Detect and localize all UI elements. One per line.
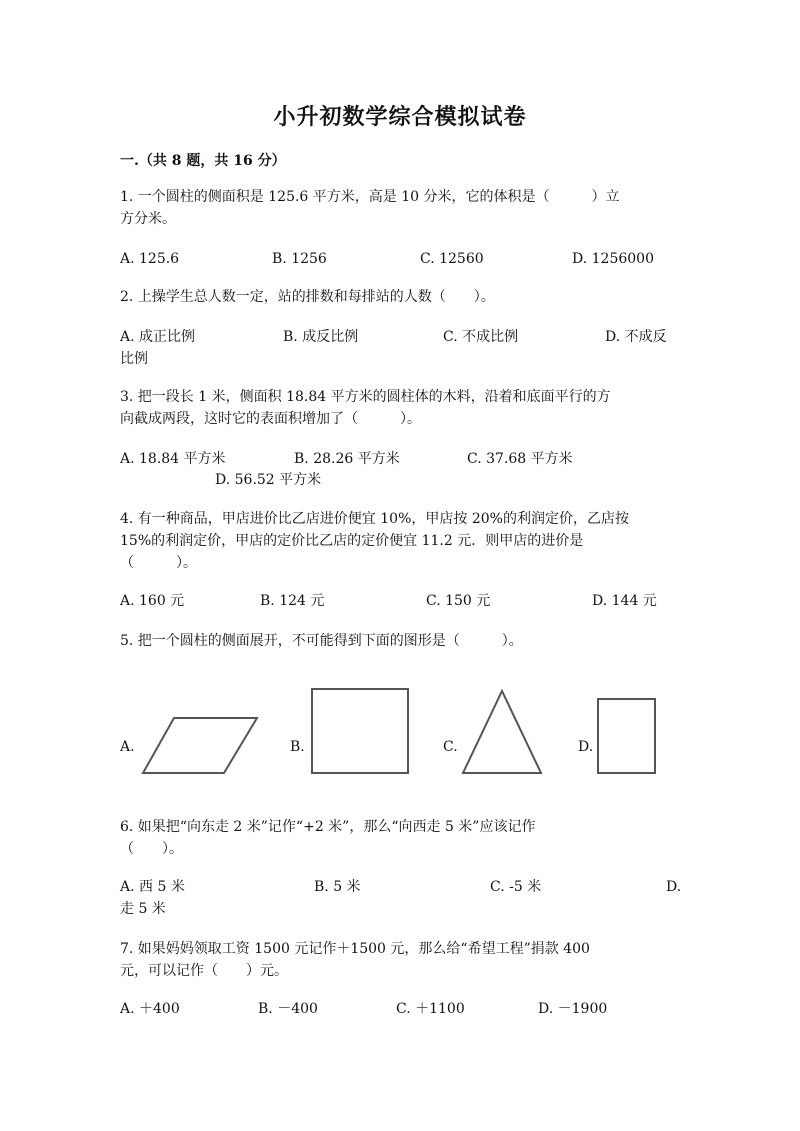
question-4-text: 4. 有一种商品，甲店进价比乙店进价便宜 10%，甲店按 20%的利润定价，乙店按: [120, 511, 629, 527]
question-5-text: 5. 把一个圆柱的侧面展开，不可能得到下面的图形是（ ）。: [120, 633, 523, 649]
question-7-text-cont: 元，可以记作（ ）元。: [120, 963, 288, 979]
page-title: 小升初数学综合模拟试卷: [273, 104, 527, 130]
question-2-text: 2. 上操学生总人数一定，站的排数和每排站的人数（ ）。: [120, 289, 495, 305]
square-shape: [310, 687, 410, 777]
question-5-shape-label-a: A.: [120, 739, 135, 755]
question-2-option-d-wrap: 比例: [120, 351, 148, 367]
question-4-option-b: B. 124 元: [260, 593, 325, 609]
question-1-text: 1. 一个圆柱的侧面积是 125.6 平方米，高是 10 分米，它的体积是（ ）立: [120, 189, 620, 205]
question-7-text: 7. 如果妈妈领取工资 1500 元记作＋1500 元，那么给“希望工程”捐款 400: [120, 941, 590, 957]
question-6-option-d: D.: [666, 879, 682, 895]
question-5-shape-label-d: D.: [578, 739, 594, 755]
question-4-text-cont: 15%的利润定价，甲店的定价比乙店的定价便宜 11.2 元．则甲店的进价是: [120, 533, 584, 549]
question-7-option-d: D. －1900: [538, 1001, 608, 1017]
question-2-option-b: B. 成反比例: [283, 329, 359, 345]
question-6-option-d-wrap: 走 5 米: [120, 901, 166, 917]
question-7-option-c: C. ＋1100: [396, 1001, 465, 1017]
question-1-option-d: D. 1256000: [572, 251, 654, 267]
question-5-shape-label-b: B.: [290, 739, 305, 755]
question-3-text: 3. 把一段长 1 米，侧面积 18.84 平方米的圆柱体的木料，沿着和底面平行的方: [120, 389, 611, 405]
question-6-option-a: A. 西 5 米: [120, 879, 185, 895]
question-2-option-c: C. 不成比例: [443, 329, 519, 345]
question-1-option-c: C. 12560: [420, 251, 484, 267]
question-4-option-a: A. 160 元: [120, 593, 185, 609]
section-heading: 一.（共 8 题，共 16 分）: [120, 153, 286, 169]
question-2-option-a: A. 成正比例: [120, 329, 196, 345]
question-3-option-b: B. 28.26 平方米: [294, 451, 400, 467]
question-3-text-cont: 向截成两段，这时它的表面积增加了（ ）。: [120, 411, 421, 427]
question-4-text-cont-2: （ ）。: [120, 555, 197, 571]
question-3-option-a: A. 18.84 平方米: [120, 451, 226, 467]
question-3-option-d: D. 56.52 平方米: [215, 472, 322, 488]
rectangle-shape: [596, 697, 658, 777]
question-7-option-b: B. －400: [258, 1001, 318, 1017]
question-7-option-a: A. ＋400: [120, 1001, 180, 1017]
question-6-text-cont: （ ）。: [120, 841, 183, 857]
triangle-shape: [460, 688, 544, 776]
question-6-option-b: B. 5 米: [314, 879, 361, 895]
parallelogram-shape: [140, 715, 260, 777]
question-1-option-b: B. 1256: [272, 251, 327, 267]
question-6-text: 6. 如果把“向东走 2 米”记作“+2 米”，那么“向西走 5 米”应该记作: [120, 819, 536, 835]
question-2-option-d: D. 不成反: [605, 329, 667, 345]
question-1-text-cont: 方分米。: [120, 211, 176, 227]
question-6-option-c: C. -5 米: [490, 879, 542, 895]
question-4-option-d: D. 144 元: [592, 593, 657, 609]
question-3-option-c: C. 37.68 平方米: [467, 451, 573, 467]
question-1-option-a: A. 125.6: [120, 251, 180, 267]
question-5-shape-label-c: C.: [443, 739, 458, 755]
question-4-option-c: C. 150 元: [426, 593, 491, 609]
